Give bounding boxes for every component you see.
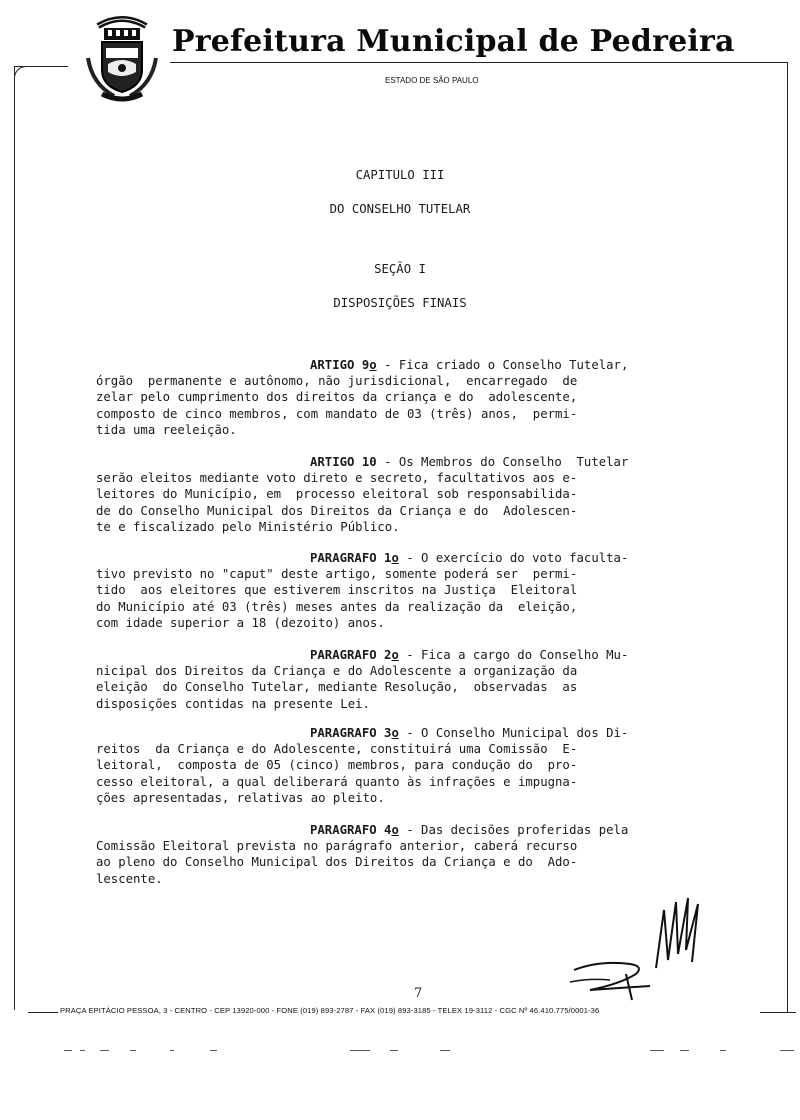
article-line: te e fiscalizado pelo Ministério Público. — [96, 519, 400, 534]
state-label: ESTADO DE SÃO PAULO — [385, 76, 479, 85]
article-line: tido aos eleitores que estiverem inscritos na Justiça Eleitoral — [96, 583, 578, 598]
page-number: 7 — [414, 986, 423, 1001]
paragraph-4 — [96, 822, 726, 887]
article-lead: ARTIGO 9o — [310, 358, 377, 372]
article-line: cesso eleitoral, a qual deliberará quanto às infrações e impugna- — [96, 774, 578, 789]
footer-rule-left — [28, 1012, 58, 1013]
frame-rule-top-right — [170, 62, 788, 63]
article-line: PARAGRAFO 2o - Fica a cargo do Conselho Mu- — [310, 648, 629, 662]
institution-title: Prefeitura Municipal de Pedreira — [172, 24, 735, 59]
article-line: PARAGRAFO 1o - O exercício do voto facultа- — [310, 551, 629, 565]
article-lead: PARAGRAFO 1o — [310, 551, 399, 565]
paragraph-3 — [96, 725, 726, 806]
article-line: ARTIGO 10 - Os Membros do Conselho Tutelar — [310, 455, 629, 469]
footer-address: PRAÇA EPITÁCIO PESSOA, 3 - CENTRO - CEP 13920-000 - FONE (019) 893-2787 - FAX (019) 893-3185 - TELEX 19-3112 - CGC Nº 46.410.775/0001-36 — [60, 1006, 600, 1015]
article-line: ao pleno do Conselho Municipal dos Direitos da Criança e do Ado- — [96, 855, 578, 870]
article-9 — [96, 357, 726, 438]
article-line: PARAGRAFO 3o - O Conselho Municipal dos Di- — [310, 726, 629, 740]
article-line: com idade superior a 18 (dezoito) anos. — [96, 615, 385, 630]
municipal-crest-logo — [84, 14, 160, 106]
frame-rule-top-left — [14, 66, 68, 67]
ordinal-indicator: o — [391, 551, 399, 565]
ordinal-indicator: o — [391, 648, 399, 662]
scan-specks — [60, 1048, 800, 1054]
article-line: órgão permanente e autônomo, não jurisdicional, encarregado de — [96, 374, 578, 389]
article-line: PARAGRAFO 4o - Das decisões proferidas pela — [310, 823, 629, 837]
article-lead: PARAGRAFO 2o — [310, 648, 399, 662]
article-lead: ARTIGO 10 — [310, 455, 377, 469]
ordinal-indicator: o — [391, 726, 399, 740]
article-line: do Município até 03 (três) meses antes da realização da eleição, — [96, 599, 578, 614]
article-line: reitos da Criança e do Adolescente, constituirá uma Comissão E- — [96, 742, 578, 757]
article-line: ARTIGO 9o - Fica criado o Conselho Tutelar, — [310, 358, 629, 372]
article-line: tida uma reeleição. — [96, 422, 237, 437]
article-lead: PARAGRAFO 4o — [310, 823, 399, 837]
article-line: leitoral, composta de 05 (cinco) membros, para condução do pro- — [96, 758, 578, 773]
ordinal-indicator: o — [369, 358, 377, 372]
chapter-title: CAPITULO III — [355, 168, 445, 182]
article-line: composto de cinco membros, com mandato de 03 (três) anos, permi- — [96, 406, 578, 421]
article-line: leitores do Município, em processo eleitoral sob responsabilida- — [96, 487, 578, 502]
article-line: de do Conselho Municipal dos Direitos da Criança e do Adolescen- — [96, 503, 578, 518]
section-label: SEÇÃO I — [374, 262, 426, 276]
paragraph-1 — [96, 550, 726, 631]
footer-rule-right — [760, 1012, 796, 1013]
article-line: eleição do Conselho Tutelar, mediante Resolução, observadas as — [96, 680, 578, 695]
section-title: DISPOSIÇÕES FINAIS — [333, 296, 467, 310]
article-line: disposições contidas na presente Lei. — [96, 696, 370, 711]
article-line: zelar pelo cumprimento dos direitos da criança e do adolescente, — [96, 390, 578, 405]
article-line: tivo previsto no "caput" deste artigo, somente poderá ser permi- — [96, 567, 578, 582]
article-line: ções apresentadas, relativas ao pleito. — [96, 790, 385, 805]
article-line: lescente. — [96, 871, 163, 886]
article-lead: PARAGRAFO 3o — [310, 726, 399, 740]
frame-corner — [14, 66, 29, 81]
chapter-subtitle: DO CONSELHO TUTELAR — [329, 202, 471, 216]
article-line: nicipal dos Direitos da Criança e do Adolescente a organização da — [96, 664, 578, 679]
handwritten-signature — [560, 890, 720, 1010]
ordinal-indicator: o — [391, 823, 399, 837]
article-line: Comissão Eleitoral prevista no parágrafo anterior, caberá recurso — [96, 839, 578, 854]
article-10 — [96, 454, 726, 535]
article-line: serão eleitos mediante voto direto e secreto, facultativos aos e- — [96, 471, 578, 486]
paragraph-2 — [96, 647, 726, 712]
